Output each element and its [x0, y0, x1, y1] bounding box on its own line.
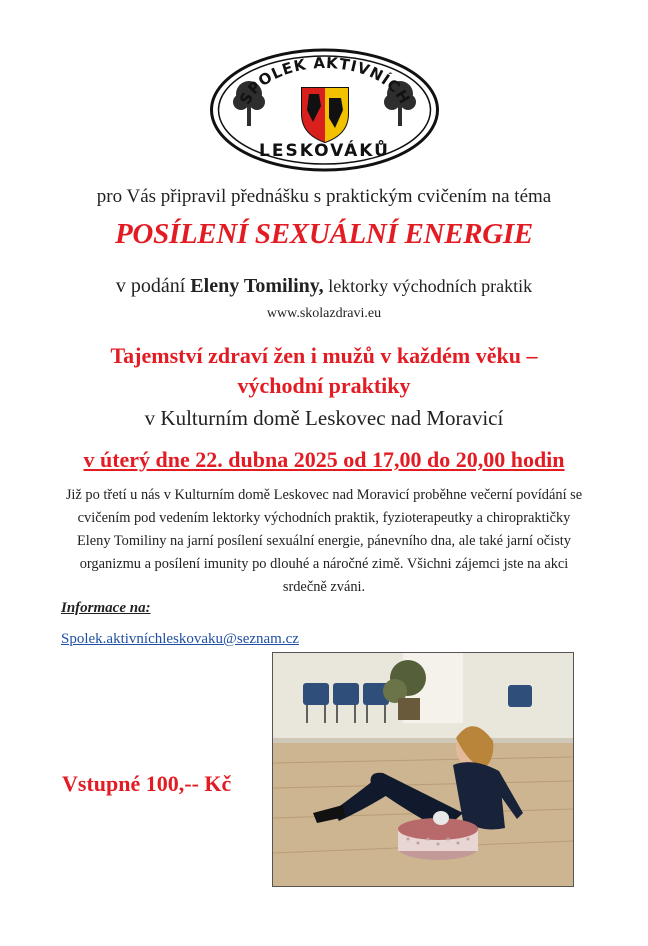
email-link[interactable]: Spolek.aktivníchleskovaku@seznam.cz: [61, 631, 299, 647]
website-url: www.skolazdravi.eu: [266, 306, 382, 321]
logo-text-bottom: LESKOVÁKŮ: [259, 141, 390, 161]
subtitle-line-2: východní praktiky: [237, 373, 411, 398]
lecture-subtitle: [0, 341, 648, 401]
club-logo: [209, 48, 440, 172]
lecture-topic: POSÍLENÍ SEXUÁLNÍ ENERGIE: [115, 218, 533, 250]
lecturer-photo: [272, 652, 574, 887]
description-paragraph: Již po třetí u nás v Kulturním domě Leskovec nad Moravicí proběhne večerní povídání se cvičením pod vedením lektorky východních praktik, fyzioterapeutky a chiropraktičky Eleny Tomiliny na jarní posílení sexuální energie, pánevního dna, ale také jarní očisty organizmu a posílení imunity po dlouhé a náročné zimě. Všichni zájemci jste na akci srdečně zváni.: [65, 487, 583, 595]
subtitle-line-1: Tajemství zdraví žen i mužů v každém věku –: [110, 343, 538, 368]
venue-text: v Kulturním domě Leskovec nad Moravicí: [144, 406, 504, 430]
event-datetime: v úterý dne 22. dubna 2025 od 17,00 do 20,00 hodin: [83, 447, 565, 472]
entry-price: Vstupné 100,-- Kč: [62, 771, 232, 796]
intro-text: pro Vás připravil přednášku s praktickým cvičením na téma: [96, 186, 552, 207]
logo-text-top: SPOLEK AKTIVNÍCH: [236, 53, 414, 108]
presenter-name: Eleny Tomiliny,: [190, 275, 324, 297]
info-label: Informace na:: [61, 600, 151, 616]
presenter-role: lektorky východních praktik: [323, 276, 533, 296]
presenter-prefix: v podání: [115, 275, 191, 297]
presenter-line: [0, 275, 648, 298]
